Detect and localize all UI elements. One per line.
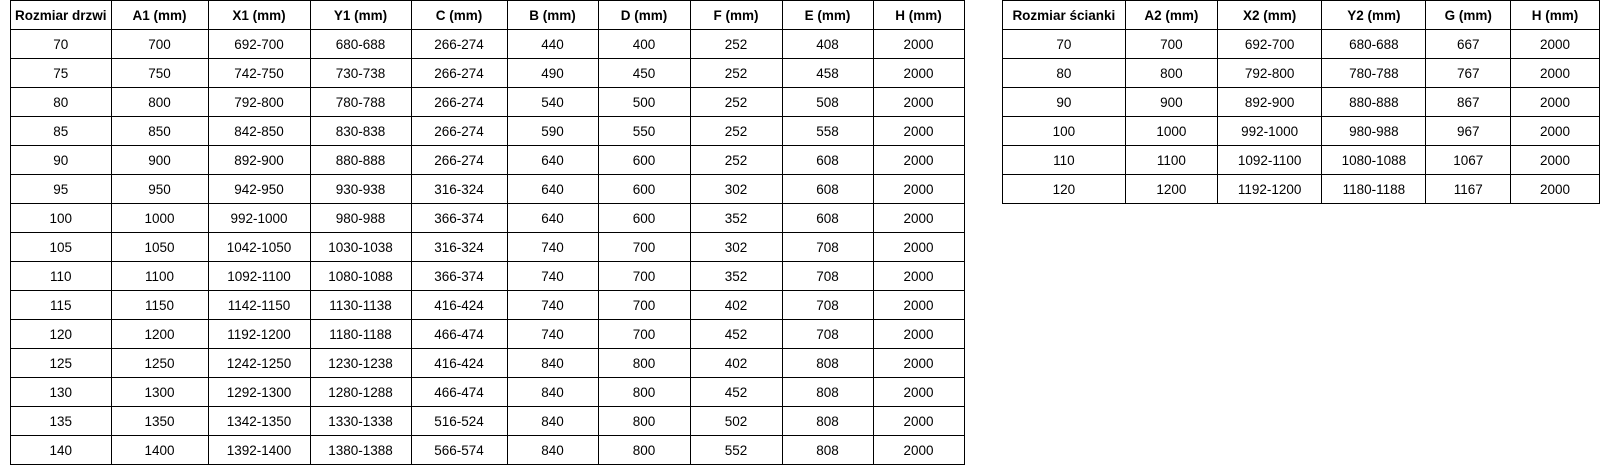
wall-size-table <box>1002 0 1600 204</box>
table-row <box>11 436 965 465</box>
wall-table-column-header: Rozmiar ścianki <box>1003 1 1126 30</box>
wall-size-table-container <box>1002 0 1600 204</box>
wall-table-column-header: X2 (mm) <box>1218 1 1322 30</box>
door-table-cell: 950 <box>111 175 208 204</box>
door-table-cell: 1400 <box>111 436 208 465</box>
door-table-cell: 1180-1188 <box>310 320 411 349</box>
door-table-cell: 1380-1388 <box>310 436 411 465</box>
wall-table-cell: 1080-1088 <box>1322 146 1426 175</box>
door-table-cell: 1130-1138 <box>310 291 411 320</box>
door-table-cell: 252 <box>690 146 782 175</box>
door-table-cell: 2000 <box>873 117 964 146</box>
door-table-cell: 1050 <box>111 233 208 262</box>
door-table-cell: 2000 <box>873 146 964 175</box>
door-table-cell: 700 <box>598 262 690 291</box>
table-row <box>1003 59 1600 88</box>
wall-table-cell: 120 <box>1003 175 1126 204</box>
wall-table-cell: 700 <box>1125 30 1217 59</box>
door-table-cell: 608 <box>782 146 873 175</box>
wall-table-cell: 767 <box>1426 59 1511 88</box>
door-table-cell: 942-950 <box>208 175 310 204</box>
wall-table-cell: 780-788 <box>1322 59 1426 88</box>
door-table-cell: 252 <box>690 59 782 88</box>
door-table-cell: 880-888 <box>310 146 411 175</box>
table-row <box>11 233 965 262</box>
table-row <box>11 88 965 117</box>
door-table-cell: 115 <box>11 291 112 320</box>
door-table-cell: 500 <box>598 88 690 117</box>
door-size-table-container <box>10 0 965 465</box>
door-table-cell: 558 <box>782 117 873 146</box>
door-table-column-header: D (mm) <box>598 1 690 30</box>
table-row <box>11 175 965 204</box>
table-row <box>11 262 965 291</box>
door-table-column-header: F (mm) <box>690 1 782 30</box>
door-table-cell: 252 <box>690 30 782 59</box>
door-table-cell: 1292-1300 <box>208 378 310 407</box>
wall-table-column-header: G (mm) <box>1426 1 1511 30</box>
door-table-cell: 316-324 <box>411 233 507 262</box>
door-table-cell: 930-938 <box>310 175 411 204</box>
door-table-cell: 800 <box>598 407 690 436</box>
door-table-cell: 566-574 <box>411 436 507 465</box>
door-table-cell: 740 <box>507 320 598 349</box>
door-table-cell: 600 <box>598 175 690 204</box>
table-row <box>11 117 965 146</box>
door-table-cell: 550 <box>598 117 690 146</box>
wall-table-cell: 992-1000 <box>1218 117 1322 146</box>
table-row <box>1003 146 1600 175</box>
door-table-cell: 416-424 <box>411 291 507 320</box>
wall-table-cell: 980-988 <box>1322 117 1426 146</box>
door-table-cell: 742-750 <box>208 59 310 88</box>
door-table-cell: 400 <box>598 30 690 59</box>
door-table-cell: 700 <box>111 30 208 59</box>
door-table-cell: 452 <box>690 320 782 349</box>
door-table-cell: 840 <box>507 378 598 407</box>
door-table-cell: 402 <box>690 291 782 320</box>
door-table-cell: 408 <box>782 30 873 59</box>
door-table-cell: 740 <box>507 262 598 291</box>
door-table-cell: 266-274 <box>411 88 507 117</box>
door-table-cell: 608 <box>782 175 873 204</box>
door-table-cell: 1250 <box>111 349 208 378</box>
door-table-column-header: Rozmiar drzwi <box>11 1 112 30</box>
door-table-cell: 1392-1400 <box>208 436 310 465</box>
wall-table-cell: 2000 <box>1511 30 1600 59</box>
door-table-cell: 75 <box>11 59 112 88</box>
door-table-column-header: A1 (mm) <box>111 1 208 30</box>
table-row <box>11 291 965 320</box>
wall-table-cell: 900 <box>1125 88 1217 117</box>
door-table-cell: 640 <box>507 204 598 233</box>
door-table-cell: 2000 <box>873 30 964 59</box>
door-table-cell: 252 <box>690 88 782 117</box>
door-table-cell: 1042-1050 <box>208 233 310 262</box>
door-table-cell: 466-474 <box>411 320 507 349</box>
door-table-cell: 980-988 <box>310 204 411 233</box>
door-table-cell: 700 <box>598 320 690 349</box>
door-table-cell: 95 <box>11 175 112 204</box>
door-table-cell: 402 <box>690 349 782 378</box>
door-table-cell: 1000 <box>111 204 208 233</box>
table-row <box>11 204 965 233</box>
door-table-cell: 700 <box>598 233 690 262</box>
door-table-cell: 80 <box>11 88 112 117</box>
door-table-cell: 458 <box>782 59 873 88</box>
wall-table-cell: 80 <box>1003 59 1126 88</box>
door-table-cell: 692-700 <box>208 30 310 59</box>
door-table-cell: 266-274 <box>411 117 507 146</box>
door-table-cell: 992-1000 <box>208 204 310 233</box>
door-table-cell: 2000 <box>873 291 964 320</box>
door-table-cell: 708 <box>782 233 873 262</box>
door-table-cell: 2000 <box>873 59 964 88</box>
door-table-cell: 842-850 <box>208 117 310 146</box>
door-table-cell: 2000 <box>873 88 964 117</box>
wall-table-cell: 680-688 <box>1322 30 1426 59</box>
door-table-cell: 316-324 <box>411 175 507 204</box>
door-table-cell: 135 <box>11 407 112 436</box>
door-table-cell: 85 <box>11 117 112 146</box>
wall-table-cell: 1100 <box>1125 146 1217 175</box>
wall-table-cell: 1092-1100 <box>1218 146 1322 175</box>
door-table-cell: 808 <box>782 436 873 465</box>
door-table-cell: 110 <box>11 262 112 291</box>
door-table-cell: 850 <box>111 117 208 146</box>
door-table-cell: 830-838 <box>310 117 411 146</box>
door-table-cell: 516-524 <box>411 407 507 436</box>
door-table-cell: 740 <box>507 233 598 262</box>
wall-table-cell: 110 <box>1003 146 1126 175</box>
door-table-cell: 266-274 <box>411 146 507 175</box>
wall-table-cell: 1180-1188 <box>1322 175 1426 204</box>
door-table-cell: 450 <box>598 59 690 88</box>
wall-table-column-header: A2 (mm) <box>1125 1 1217 30</box>
table-row <box>1003 175 1600 204</box>
door-table-cell: 266-274 <box>411 59 507 88</box>
door-table-cell: 140 <box>11 436 112 465</box>
door-table-cell: 1030-1038 <box>310 233 411 262</box>
door-table-column-header: C (mm) <box>411 1 507 30</box>
door-table-cell: 120 <box>11 320 112 349</box>
door-table-column-header: E (mm) <box>782 1 873 30</box>
door-table-cell: 800 <box>598 349 690 378</box>
door-table-cell: 840 <box>507 407 598 436</box>
door-table-cell: 366-374 <box>411 204 507 233</box>
table-row <box>1003 117 1600 146</box>
table-row <box>11 30 965 59</box>
door-table-cell: 840 <box>507 349 598 378</box>
table-row <box>11 378 965 407</box>
door-table-cell: 750 <box>111 59 208 88</box>
door-table-cell: 552 <box>690 436 782 465</box>
door-table-cell: 1330-1338 <box>310 407 411 436</box>
table-row <box>1003 30 1600 59</box>
door-size-table <box>10 0 965 465</box>
door-table-cell: 1150 <box>111 291 208 320</box>
wall-table-cell: 1067 <box>1426 146 1511 175</box>
door-table-cell: 600 <box>598 146 690 175</box>
door-table-cell: 900 <box>111 146 208 175</box>
door-table-cell: 70 <box>11 30 112 59</box>
door-table-cell: 1350 <box>111 407 208 436</box>
table-row <box>11 320 965 349</box>
wall-table-cell: 2000 <box>1511 88 1600 117</box>
door-table-cell: 1300 <box>111 378 208 407</box>
door-table-column-header: H (mm) <box>873 1 964 30</box>
door-table-cell: 708 <box>782 291 873 320</box>
door-table-cell: 466-474 <box>411 378 507 407</box>
door-table-cell: 640 <box>507 175 598 204</box>
table-row <box>11 407 965 436</box>
door-table-cell: 2000 <box>873 320 964 349</box>
wall-table-cell: 100 <box>1003 117 1126 146</box>
door-table-cell: 680-688 <box>310 30 411 59</box>
door-table-cell: 125 <box>11 349 112 378</box>
door-table-cell: 302 <box>690 175 782 204</box>
door-table-cell: 640 <box>507 146 598 175</box>
door-table-cell: 2000 <box>873 349 964 378</box>
wall-table-cell: 2000 <box>1511 146 1600 175</box>
door-table-cell: 740 <box>507 291 598 320</box>
door-table-cell: 252 <box>690 117 782 146</box>
door-table-cell: 1342-1350 <box>208 407 310 436</box>
door-table-cell: 90 <box>11 146 112 175</box>
wall-table-cell: 867 <box>1426 88 1511 117</box>
door-table-cell: 730-738 <box>310 59 411 88</box>
door-table-cell: 502 <box>690 407 782 436</box>
door-table-cell: 840 <box>507 436 598 465</box>
table-row <box>1003 88 1600 117</box>
door-table-cell: 2000 <box>873 262 964 291</box>
door-table-cell: 590 <box>507 117 598 146</box>
wall-table-cell: 1200 <box>1125 175 1217 204</box>
door-table-column-header: X1 (mm) <box>208 1 310 30</box>
door-table-cell: 105 <box>11 233 112 262</box>
wall-table-cell: 1192-1200 <box>1218 175 1322 204</box>
wall-table-cell: 880-888 <box>1322 88 1426 117</box>
door-table-cell: 800 <box>598 436 690 465</box>
door-table-cell: 2000 <box>873 378 964 407</box>
door-table-cell: 366-374 <box>411 262 507 291</box>
door-table-cell: 440 <box>507 30 598 59</box>
wall-table-cell: 2000 <box>1511 117 1600 146</box>
wall-table-cell: 967 <box>1426 117 1511 146</box>
door-table-cell: 2000 <box>873 204 964 233</box>
door-table-cell: 708 <box>782 262 873 291</box>
wall-table-cell: 2000 <box>1511 175 1600 204</box>
wall-table-cell: 792-800 <box>1218 59 1322 88</box>
door-table-cell: 1242-1250 <box>208 349 310 378</box>
door-table-cell: 700 <box>598 291 690 320</box>
door-table-cell: 780-788 <box>310 88 411 117</box>
door-table-cell: 452 <box>690 378 782 407</box>
wall-table-cell: 1000 <box>1125 117 1217 146</box>
door-table-cell: 1230-1238 <box>310 349 411 378</box>
door-table-cell: 808 <box>782 349 873 378</box>
door-table-column-header: Y1 (mm) <box>310 1 411 30</box>
wall-table-cell: 2000 <box>1511 59 1600 88</box>
door-table-cell: 100 <box>11 204 112 233</box>
wall-table-cell: 90 <box>1003 88 1126 117</box>
door-table-cell: 352 <box>690 262 782 291</box>
table-header-row <box>1003 1 1600 30</box>
door-table-cell: 600 <box>598 204 690 233</box>
wall-table-cell: 70 <box>1003 30 1126 59</box>
wall-table-cell: 800 <box>1125 59 1217 88</box>
door-table-cell: 302 <box>690 233 782 262</box>
wall-table-column-header: Y2 (mm) <box>1322 1 1426 30</box>
door-table-cell: 490 <box>507 59 598 88</box>
door-table-cell: 808 <box>782 378 873 407</box>
door-table-cell: 2000 <box>873 407 964 436</box>
door-table-cell: 352 <box>690 204 782 233</box>
table-row <box>11 59 965 88</box>
door-table-cell: 2000 <box>873 436 964 465</box>
door-table-cell: 892-900 <box>208 146 310 175</box>
wall-table-cell: 892-900 <box>1218 88 1322 117</box>
wall-table-cell: 1167 <box>1426 175 1511 204</box>
door-table-cell: 1092-1100 <box>208 262 310 291</box>
door-table-cell: 792-800 <box>208 88 310 117</box>
door-table-cell: 2000 <box>873 175 964 204</box>
door-table-cell: 508 <box>782 88 873 117</box>
door-table-cell: 1100 <box>111 262 208 291</box>
door-table-cell: 416-424 <box>411 349 507 378</box>
door-table-cell: 1192-1200 <box>208 320 310 349</box>
door-table-cell: 2000 <box>873 233 964 262</box>
door-table-cell: 800 <box>111 88 208 117</box>
door-table-cell: 1280-1288 <box>310 378 411 407</box>
wall-table-column-header: H (mm) <box>1511 1 1600 30</box>
table-row <box>11 146 965 175</box>
door-table-cell: 1200 <box>111 320 208 349</box>
table-header-row <box>11 1 965 30</box>
door-table-cell: 708 <box>782 320 873 349</box>
wall-table-cell: 692-700 <box>1218 30 1322 59</box>
door-table-cell: 130 <box>11 378 112 407</box>
door-table-cell: 1142-1150 <box>208 291 310 320</box>
door-table-cell: 266-274 <box>411 30 507 59</box>
table-row <box>11 349 965 378</box>
door-table-cell: 808 <box>782 407 873 436</box>
door-table-cell: 540 <box>507 88 598 117</box>
wall-table-cell: 667 <box>1426 30 1511 59</box>
door-table-cell: 1080-1088 <box>310 262 411 291</box>
door-table-cell: 608 <box>782 204 873 233</box>
door-table-cell: 800 <box>598 378 690 407</box>
door-table-column-header: B (mm) <box>507 1 598 30</box>
